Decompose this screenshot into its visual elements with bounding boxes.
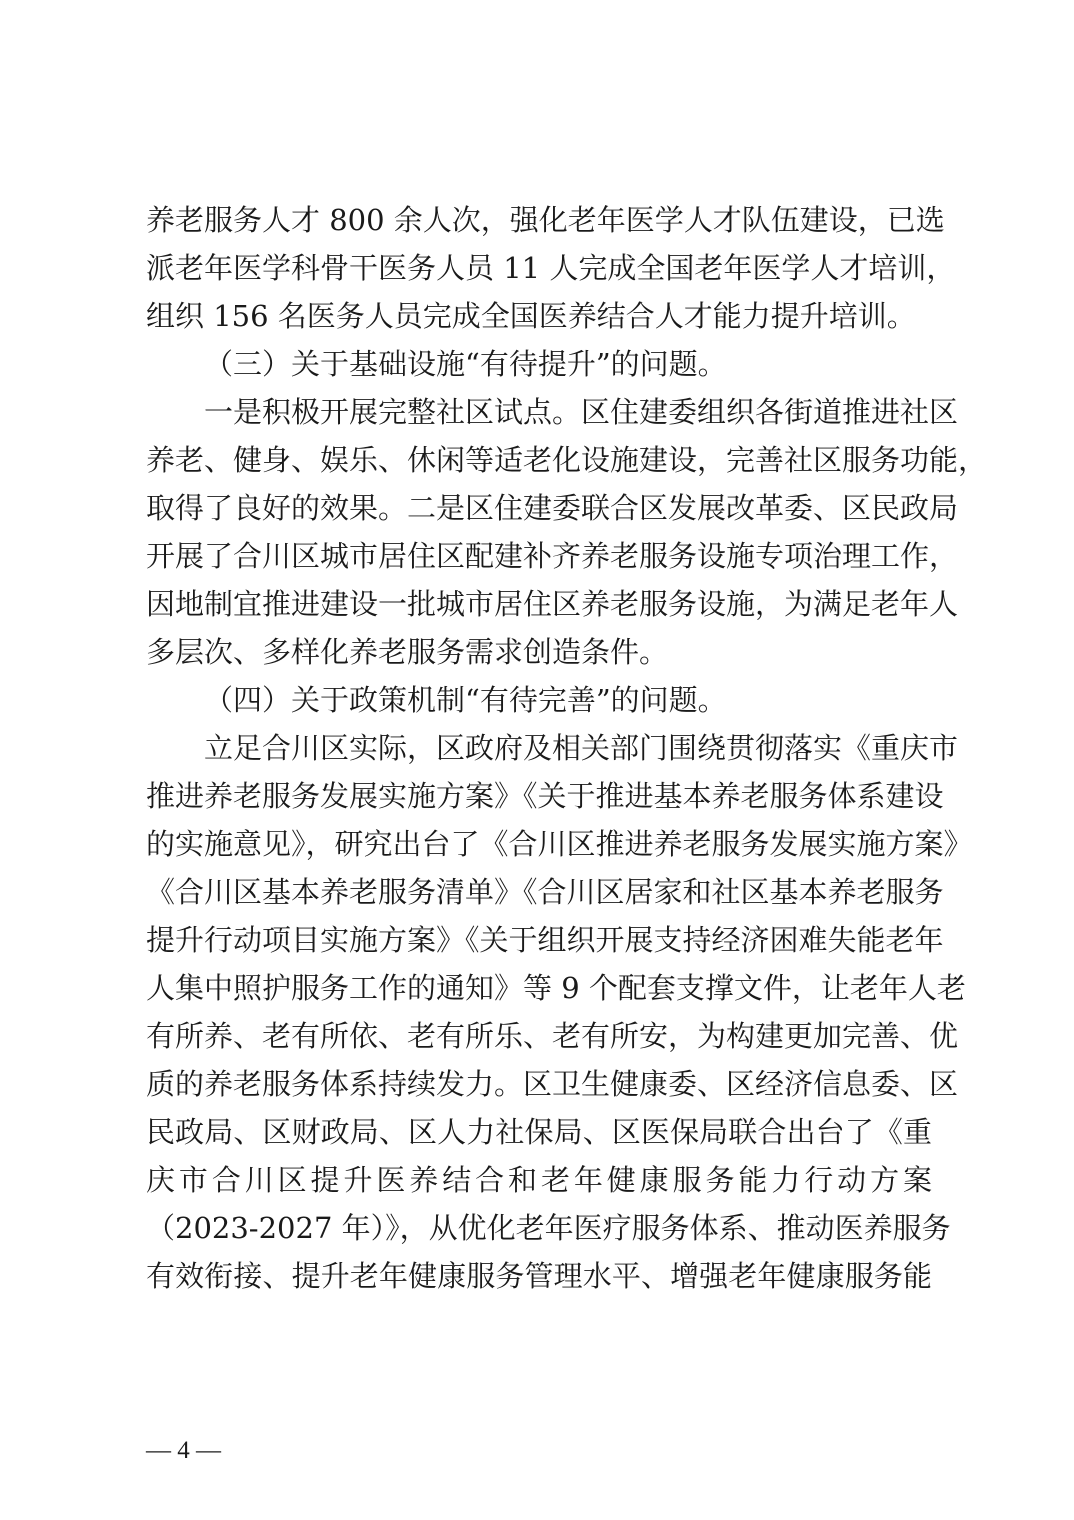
text-line: 提升行动项目实施方案》《关于组织开展支持经济困难失能老年 [146, 923, 944, 957]
text-line: 推进养老服务发展实施方案》《关于推进基本养老服务体系建设 [146, 779, 944, 813]
text-line: 民政局、区财政局、区人力社保局、区医保局联合出台了《重 [146, 1115, 932, 1149]
text-line: 多层次、多样化养老服务需求创造条件。 [146, 635, 669, 669]
section-heading-policy [146, 676, 932, 724]
text-line: 的实施意见》，研究出台了《合川区推进养老服务发展实施方案》 [146, 827, 973, 861]
paragraph-policy [146, 724, 973, 1300]
page-number: — 4 — [146, 1437, 221, 1464]
document-body [146, 196, 988, 1300]
text-line: 人集中照护服务工作的通知》等 9 个配套支撑文件，让老年人老 [146, 971, 966, 1005]
text-line: 养老服务人才 800 余人次，强化老年医学人才队伍建设，已选 [146, 203, 945, 237]
text-line: 养老、健身、娱乐、休闲等适老化设施建设，完善社区服务功能， [146, 443, 988, 477]
section-heading-infrastructure [146, 340, 932, 388]
text-line: 开展了合川区城市居住区配建补齐养老服务设施专项治理工作， [146, 539, 959, 573]
heading-line: （四）关于政策机制“有待完善”的问题。 [204, 683, 727, 717]
text-line: 质的养老服务体系持续发力。区卫生健康委、区经济信息委、区 [146, 1067, 959, 1101]
text-line: 有所养、老有所依、老有所乐、老有所安，为构建更加完善、优 [146, 1019, 959, 1053]
text-line: 立足合川区实际，区政府及相关部门围绕贯彻落实《重庆市 [204, 731, 959, 765]
text-line: 有效衔接、提升老年健康服务管理水平、增强老年健康服务能 [146, 1259, 932, 1293]
text-line: （2023-2027 年）》，从优化老年医疗服务体系、推动医养服务 [146, 1211, 951, 1245]
text-line: 《合川区基本养老服务清单》《合川区居家和社区基本养老服务 [146, 875, 944, 909]
text-line: 取得了良好的效果。二是区住建委联合区发展改革委、区民政局 [146, 491, 959, 525]
text-line: 因地制宜推进建设一批城市居住区养老服务设施，为满足老年人 [146, 587, 959, 621]
paragraph-infrastructure [146, 388, 988, 676]
heading-line: （三）关于基础设施“有待提升”的问题。 [204, 347, 727, 381]
text-line: 组织 156 名医务人员完成全国医养结合人才能力提升培训。 [146, 299, 916, 333]
text-line: 庆市合川区提升医养结合和老年健康服务能力行动方案 [146, 1163, 932, 1197]
text-line: 一是积极开展完整社区试点。区住建委组织各街道推进社区 [204, 395, 959, 429]
text-line: 派老年医学科骨干医务人员 11 人完成全国老年医学人才培训， [146, 251, 956, 285]
paragraph-continuation [146, 196, 956, 340]
